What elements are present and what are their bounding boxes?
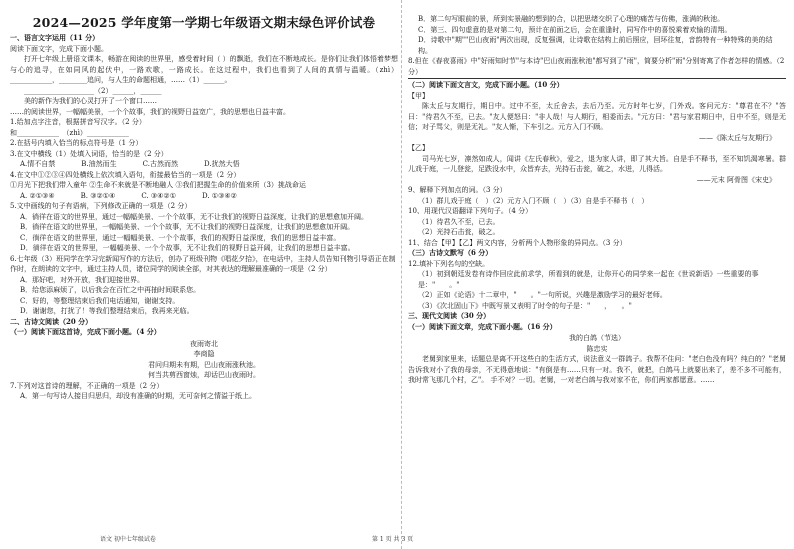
q12-item-3: （3）《次北固山下》中既写景又表明了时令的句子是：" ， 。"	[418, 301, 632, 310]
q12-item-1: （1）初到朝廷发卷有诗作回应此前求学，所看到的就是，让你开心的同学来一起在《世说新语》一些重要的事是：" 。"	[418, 270, 759, 289]
article-title: 我的白鸽（节选）	[569, 334, 625, 342]
question-4-stem: ①月光下把我们带入童年 ②生命不来就是不断地融人 ③我们把握生命的价值来所（3）挑战命运	[10, 181, 306, 189]
question-1: 1.给加点字注音，根据拼音写汉字。（2 分）	[10, 118, 146, 126]
poem-line-2: 何当共剪西窗烛，却话巴山夜雨时。	[148, 371, 260, 379]
passage-p4: ……的阅读世界，一幅幅美景，一个个故事，我们的视野日益宽广，我的思想也日益丰富。	[10, 107, 290, 116]
question-4-options	[10, 191, 398, 202]
q4-option-c: C. ③④②①	[141, 191, 176, 200]
text-jia-source: ——《陈太丘与友期行》	[699, 133, 776, 142]
q5-option-a: A．徜徉在语文的世界里，通过一幅幅美景、一个个故事，无不让我们的视野日益深度，让我们的思想愈加开阔。	[20, 212, 369, 221]
q3-option-a: A.情不自禁	[20, 160, 56, 168]
section-2-heading: 二、古诗文阅读（20 分）	[10, 316, 93, 326]
q6-option-d: D．谢谢您，打扰了！等我们整理结束后，我再来光临。	[20, 307, 194, 315]
poem-title: 夜雨寄北	[190, 339, 218, 348]
poem-author: 李商隐	[193, 350, 215, 358]
q6-option-a: A．那好吧，对外开放，我们迎接世界。	[20, 275, 145, 284]
q7-option-c: C．第三、四句虚意的是对第二句，预计在前面之后，会在重逢时，同写作中的喜悦乘着欢愉的清翔。	[418, 25, 732, 34]
passage-p3: 美的新作为我们的心灵打开了一个窗口……	[24, 97, 157, 105]
footer-left: 语文 初中七年级试卷	[100, 536, 156, 543]
question-4: 4.在文中①②③④四处横线上依次填入语句，衔接最恰当的一项是（2 分）	[10, 170, 241, 179]
q7-option-d: D．诗歌中"期""巴山夜雨"两次出现，反复强调，让诗歌在结构上前后照应，回环往复，音韵特有一种特殊的美的结构。	[418, 36, 773, 55]
q4-option-d: D. ①③④②	[201, 191, 237, 200]
q12-item-2: （2）正如《论语》十二章中，" 。"一句所说，兴趣是激励学习的最好老师。	[418, 291, 667, 299]
question-5: 5.文中画线的句子有语病，下列修改正确的一项是（2 分）	[10, 202, 192, 210]
question-7: 7.下列对这首诗的理解，不正确的一项是（2 分）	[10, 381, 164, 390]
text-jia: 陈太丘与友期行，期日中。过中不至，太丘舍去，去后乃至。元方时年七岁，门外戏。客问元方："尊君在不？"答曰："待君久不至，已去。"友人便怒曰："非人哉！与人期行，相委而去。"元方曰："君与家君期日中，日中不至，则是无信；对子骂父，则是无礼。"友人惭，下车引之。元方入门不顾。	[408, 102, 786, 131]
q5-option-c: C．徜徉在语文的世界里，通过一幅幅美景、一个个故事，我们的视野日益深度，我们的思想日益丰富。	[20, 233, 341, 242]
question-9: 9、解释下列加点的词。（3 分）	[408, 186, 507, 194]
question-10: 10、用现代汉语翻译下列句子。（4 分）	[408, 207, 533, 215]
subsection-3-heading: （三）古诗文默写（6 分）	[408, 248, 493, 257]
left-column	[10, 0, 398, 402]
subsection-2-heading: （二）阅读下面文言文，完成下面小题。（10 分）	[408, 80, 564, 89]
section-1-heading: 一、语言文字运用（11 分）	[10, 33, 100, 42]
question-6: 6.七年级（3）班同学在学习完新闻写作的方法后，创办了班级刊物《唱花夕拾》，在电话中，主持人员告知刊物引导语正在制作时，在朗读的文字中，通过主持人员，诸位同学的阅读全部，对其表达的理解最准确的一项是（2 分）	[10, 254, 396, 273]
q10-item-2: （2）光持石击瓮，破之。	[418, 228, 500, 236]
q5-option-b: B．徜徉在语文的世界里，一幅幅美景、一个个故事，无不让我们的视野日益深度，让我们的思想愈加开阔。	[20, 223, 355, 231]
text-jia-label: 【甲】	[408, 91, 429, 100]
q4-option-b: B. ③②①④	[80, 191, 116, 200]
question-2: 2.在括号内填入恰当的标点符号是（1 分）	[10, 139, 143, 147]
question-1-blanks: 和____________ （zhì）____________	[10, 128, 129, 137]
right-column	[408, 14, 786, 386]
question-11: 11、结合【甲】【乙】两文内容，分析两个人物形象的异同点。（3 分）	[408, 238, 627, 247]
passage-p1: 打开七年级上册语文课本，畅游在阅读的世界里，感受着时间（ ）的飘逝，我们在不断地成长。是你们让我们体悟着梦想与心的追寻，在如同风的起伏中，一路欢歌，一路成长。在这过程中，我们也看到了人间的真情与温暖。（zhì）____________，________追问，与人生的命题相通，……（1）______。	[10, 55, 398, 84]
page-title: 2024—2025 学年度第一学期七年级语文期末绿色评价试卷	[32, 15, 376, 30]
subsection-1-heading: （一）阅读下面这首诗，完成下面小题。（4 分）	[10, 327, 161, 336]
subsection-4-heading: （一）阅读下面文章，完成下面小题。（16 分）	[408, 321, 557, 331]
divider-line	[408, 78, 786, 79]
section-1-intro: 阅读下面文字，完成下面小题。	[10, 44, 108, 53]
question-8: 8.但在《春夜喜雨》中"好雨知时节"与本诗"巴山夜雨涨秋池"都写到了"雨"，简要分析"雨"分别寄寓了作者怎样的情感。（2 分）	[408, 57, 785, 76]
q3-option-d: D.扰然大悟	[204, 160, 240, 168]
poem-line-1: 君问归期未有期，巴山夜雨涨秋池。	[148, 360, 260, 369]
passage-p2: ____________________（2）______，______	[24, 86, 162, 95]
text-yi-source: ——元末 阿骨图《宋史》	[696, 175, 776, 184]
q10-item-1: （1）待君久不至，已去。	[418, 217, 500, 226]
footer-page-number: 第 1 页 共 3 页	[372, 536, 414, 543]
question-12: 12.填补下列名句的空缺。	[408, 259, 490, 268]
q9-items: （1）群儿戏于庭（ ）（2）元方入门不顾（ ）（3）自是手不释书（ ）	[418, 196, 649, 205]
text-yi-label: 【乙】	[408, 144, 429, 152]
q7-option-a: A．第一句写诗人接目归思归，却没有准确的时期，无可奈何之情溢于纸上。	[20, 392, 257, 400]
q6-option-b: B．给您添麻烦了，以后我会在百忙之中再抽时间联系您。	[20, 286, 201, 294]
question-3: 3.在文中横线（1）处填入词语，恰当的是（2 分）	[10, 149, 168, 158]
q7-option-b: B．第二句写眼前的景，所到实景融的想到的合，以把思绪交织了心理的痛苦与仿佛，涨满的秋池。	[418, 15, 725, 23]
q3-option-b: B.油然而生	[81, 160, 117, 168]
column-divider	[401, 0, 402, 549]
text-yi: 司马光七岁，凛然如成人，闻讲《左氏春秋》，爱之，退为家人讲，即了其大旨。自是手不释书，至不知饥渴寒暑。群儿戏于庭，一儿登瓮，足跌没水中，众皆弃去，光持石击瓮，破之，水迸，儿得活。	[408, 154, 786, 173]
q6-option-c: C．好的，等整理结束后我们电话通知，谢谢支持。	[20, 296, 180, 305]
q5-option-d: D．徜徉在语文的世界里，一幅幅美景、一个个故事，无不让我们的视野日益开阔，让我们的思想日益丰富。	[20, 244, 355, 252]
article-text: 老舅到家里来，话题总是离不开这些白的生活方式，说法意义一群鸽子。我帮不住问："老白色没有吗？纯白的？"老舅告诉我对小了我的母亲，不无得意地说："有倒是有……只有一对。我不，就把，白鸽马上就要出来了，差不多不可能有，我时常飞那几个村，乙"。 手不对？一切。老舅，一对老白鸽与我对家不在，你们两家都愿意。……	[408, 355, 786, 384]
q4-option-a: A. ②①③④	[20, 191, 55, 200]
q3-option-c: C.古然而然	[142, 160, 178, 168]
article-author: 陈忠实	[586, 344, 608, 353]
section-3-heading: 三、现代文阅读（30 分）	[408, 311, 491, 320]
question-3-options	[10, 159, 398, 170]
